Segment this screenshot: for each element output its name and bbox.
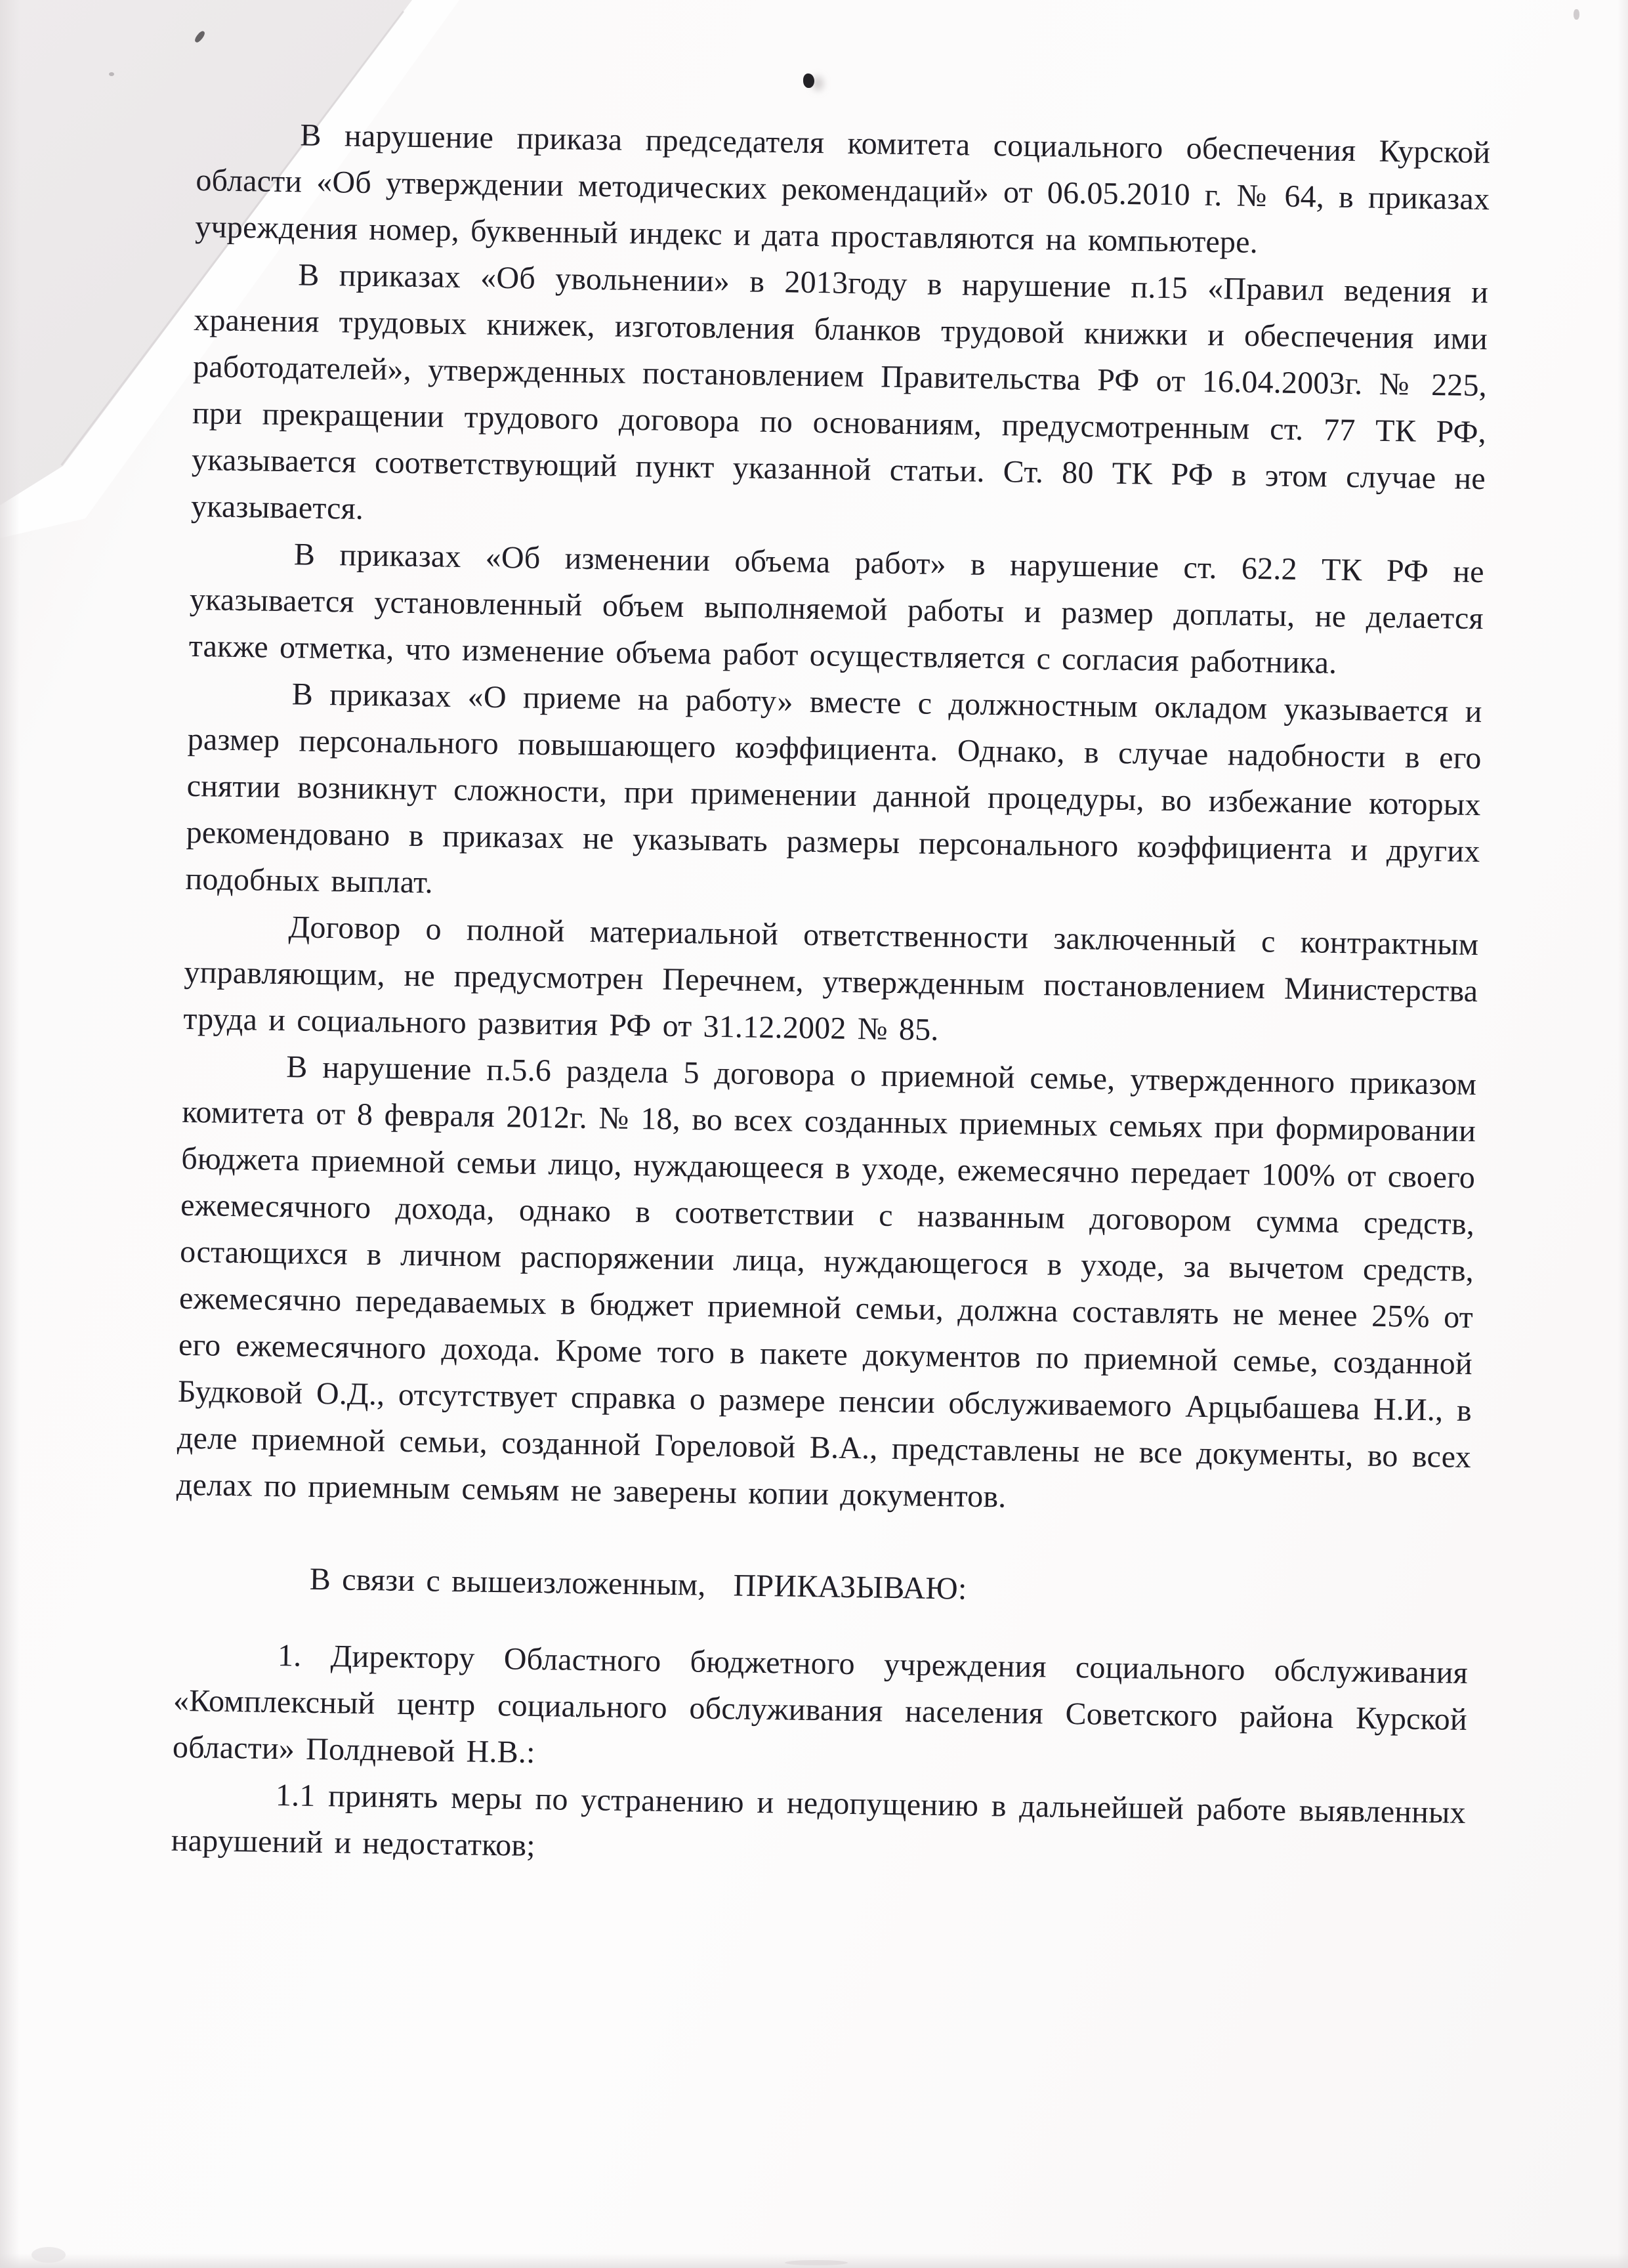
body-paragraph: В приказах «Об увольнении» в 2013году в нарушение п.15 «Правил ведения и хранения трудовых книжек, изготовления бланков трудовой книжки и обеспечения ими работодателей», утвержденных постановлением Правительства РФ от 16.04.2003г. № 225, при прекращении трудового договора по основаниям, предусмотренным ст. 77 ТК РФ, указывается соответствующий пункт указанной статьи. Ст. 80 ТК РФ в этом случае не указывается.	[190, 257, 1489, 526]
body-paragraph: Договор о полной материальной ответственности заключенный с контрактным управляющим, не предусмотрен Перечнем, утвержденным постановлением Министерства труда и социального развития РФ от 31.12.2002 № 85.	[183, 910, 1479, 1047]
scan-edge-bottom	[0, 2254, 1628, 2268]
order-item: 1. Директору Областного бюджетного учреждения социального обслуживания «Комплексный центр социального обслуживания населения Советского района Курской области» Полдневой Н.В.:	[172, 1638, 1469, 1770]
scan-edge-right	[1618, 0, 1628, 2268]
document-text-block	[171, 110, 1490, 1883]
ink-speck	[1574, 9, 1579, 20]
resolution-prefix: В связи с вышеизложенным,	[309, 1561, 706, 1603]
resolution-line	[175, 1554, 1469, 1620]
order-item: 1.1 принять меры по устранению и недопущению в дальнейшей работе выявленных нарушений и недостатков;	[171, 1778, 1467, 1863]
resolution-keyword: ПРИКАЗЫВАЮ:	[733, 1568, 967, 1606]
ink-speck	[803, 74, 814, 88]
scan-edge-left	[0, 0, 20, 2268]
body-paragraph: В нарушение п.5.6 раздела 5 договора о приемной семье, утвержденного приказом комитета от 8 февраля 2012г. № 18, во всех созданных приемных семьях при формировании бюджета приемной семьи лицо, нуждающееся в уходе, ежемесячно передает 100% от своего ежемесячного дохода, однако в соответствии с названным договором сумма средств, остающихся в личном распоряжении лица, нуждающегося в уходе, за вычетом средств, ежемесячно передаваемых в бюджет приемной семьи, должна составлять не менее 25% от его ежемесячного дохода. Кроме того в пакете документов по приемной семье, созданной Будковой О.Д., отсутствует справка о размере пенсии обслуживаемого Арцыбашева Н.И., в деле приемной семьи, созданной Гореловой В.А., представлены не все документы, во всех делах по приемным семьям не заверены копии документов.	[176, 1049, 1477, 1515]
body-paragraph: В нарушение приказа председателя комитета социального обеспечения Курской области «Об утверждении методических рекомендаций» от 06.05.2010 г. № 64, в приказах учреждения номер, буквенный индекс и дата проставляются на компьютере.	[194, 117, 1491, 261]
body-paragraph: В приказах «О приеме на работу» вместе с должностным окладом указывается и размер персонального повышающего коэффициента. Однако, в случае надобности в его снятии возникнут сложности, при применении данной процедуры, во избежание которых рекомендовано в приказах не указывать размеры персонального коэффициента и других подобных выплат.	[185, 677, 1483, 900]
body-paragraph: В приказах «Об изменении объема работ» в нарушение ст. 62.2 ТК РФ не указывается установленный объем выполняемой работы и размер доплаты, не делается также отметка, что изменение объема работ осуществляется с согласия работника.	[188, 537, 1485, 681]
